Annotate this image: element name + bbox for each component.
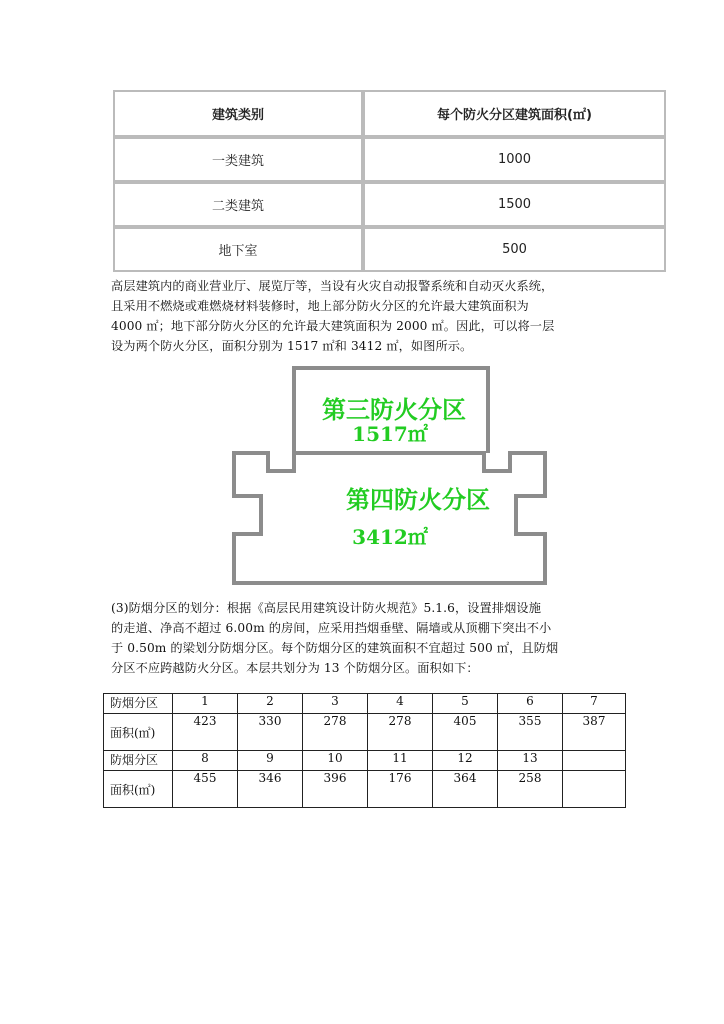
zone-number: 6	[498, 694, 563, 714]
zone-area: 455	[173, 771, 238, 808]
row-label-area: 面积(㎡)	[104, 771, 173, 808]
zone-number: 12	[433, 751, 498, 771]
table-cell: 地下室	[113, 227, 363, 272]
text-line: 且采用不燃烧或难燃烧材料装修时，地上部分防火分区的允许最大建筑面积为	[111, 299, 529, 313]
table-cell: 500	[363, 227, 666, 272]
zone-number: 7	[563, 694, 626, 714]
table-header-cell: 建筑类别	[113, 90, 363, 137]
zone-number: 11	[368, 751, 433, 771]
text-line: (3)防烟分区的划分：根据《高层民用建筑设计防火规范》5.1.6，设置排烟设施	[111, 601, 541, 615]
row-label-zone: 防烟分区	[104, 694, 173, 714]
text-line: 4000 ㎡；地下部分防火分区的允许最大建筑面积为 2000 ㎡。因此，可以将一层	[111, 319, 555, 333]
zone-number: 4	[368, 694, 433, 714]
table-row	[104, 751, 626, 771]
zone-area: 346	[238, 771, 303, 808]
text-line: 分区不应跨越防火分区。本层共划分为 13 个防烟分区。面积如下：	[111, 661, 479, 675]
zone3-area: 1517㎡	[352, 422, 428, 446]
zone-area: 258	[498, 771, 563, 808]
table-cell: 1500	[363, 182, 666, 227]
zone-area: 330	[238, 714, 303, 751]
zone-number: 5	[433, 694, 498, 714]
zone-area: 364	[433, 771, 498, 808]
zone-number: 8	[173, 751, 238, 771]
row-label-area: 面积(㎡)	[104, 714, 173, 751]
zone-number: 10	[303, 751, 368, 771]
zone-area: 387	[563, 714, 626, 751]
table-cell: 1000	[363, 137, 666, 182]
zone-number: 1	[173, 694, 238, 714]
zone4-area: 3412㎡	[352, 525, 428, 549]
table-row	[104, 771, 626, 808]
text-line: 的走道、净高不超过 6.00m 的房间，应采用挡烟垂壁、隔墙或从顶棚下突出不小	[111, 621, 552, 635]
zone3-label: 第三防火分区	[322, 395, 466, 424]
zone4-label: 第四防火分区	[346, 485, 490, 514]
text-line: 设为两个防火分区，面积分别为 1517 ㎡和 3412 ㎡，如图所示。	[111, 339, 473, 353]
zone-area: 278	[368, 714, 433, 751]
table-header-cell: 每个防火分区建筑面积(㎡)	[363, 90, 666, 137]
zone-number	[563, 751, 626, 771]
zone4-wall	[234, 453, 545, 583]
table-row	[104, 714, 626, 751]
zone-area	[563, 771, 626, 808]
table-cell: 二类建筑	[113, 182, 363, 227]
zone-number: 2	[238, 694, 303, 714]
zone-number: 9	[238, 751, 303, 771]
table-row	[104, 694, 626, 714]
paragraph-smoke-zones	[111, 598, 611, 678]
zone-area: 396	[303, 771, 368, 808]
zone-number: 3	[303, 694, 368, 714]
smoke-zone-table	[103, 693, 626, 808]
zone-area: 423	[173, 714, 238, 751]
text-line: 于 0.50m 的梁划分防烟分区。每个防烟分区的建筑面积不宜超过 500 ㎡，且防烟	[111, 641, 559, 655]
zone-area: 278	[303, 714, 368, 751]
zone-number: 13	[498, 751, 563, 771]
zone-area: 405	[433, 714, 498, 751]
zone-area: 176	[368, 771, 433, 808]
row-label-zone: 防烟分区	[104, 751, 173, 771]
zone-area: 355	[498, 714, 563, 751]
table-cell: 一类建筑	[113, 137, 363, 182]
text-line: 高层建筑内的商业营业厅、展览厅等，当设有火灾自动报警系统和自动灭火系统，	[111, 279, 554, 293]
